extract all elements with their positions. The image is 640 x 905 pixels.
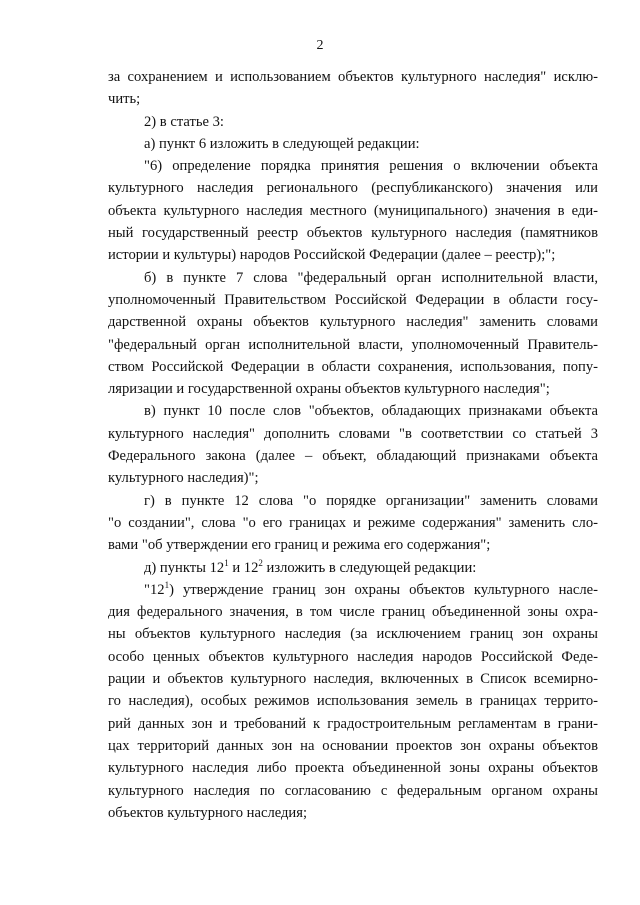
text-line: культурного наследия" дополнить словами "в соответствии со статьей 3: [108, 425, 598, 442]
text-line: уполномоченный Правительством Российской Федерации в области госу-: [108, 291, 598, 308]
text-line: рации и объектов культурного наследия, включенных в Список всемирно-: [108, 671, 598, 688]
text-line: особо ценных объектов культурного наследия народов Российской Феде-: [108, 648, 598, 665]
text-line: истории и культуры) народов Российской Федерации (далее – реестр);";: [108, 247, 556, 264]
text-line: [108, 579, 598, 601]
text-fragment: ) утверждение границ зон охраны объектов культурного насле-: [169, 581, 598, 598]
text-fragment: и 12: [228, 559, 259, 576]
superscript: 1: [164, 579, 170, 590]
text-line: культурного наследия)";: [108, 470, 259, 487]
text-line: дия федерального значения, в том числе границ объединенной зоны охра-: [108, 604, 598, 621]
text-line: "6) определение порядка принятия решения о включении объекта: [144, 158, 598, 175]
text-line: "о создании", слова "о его границах и режиме содержания" заменить сло-: [108, 514, 598, 531]
text-line: объекта культурного наследия местного (муниципального) значения в еди-: [108, 202, 598, 219]
text-line: го наследия), особых режимов использования земель в границах террито-: [108, 693, 598, 710]
text-line: а) пункт 6 изложить в следующей редакции:: [144, 135, 420, 152]
text-fragment: д) пункты 12: [144, 559, 225, 576]
text-line: дарственной охраны объектов культурного наследия" заменить словами: [108, 314, 598, 331]
text-line: Федерального закона (далее – объект, обладающий признаками объекта: [108, 448, 598, 465]
text-line: чить;: [108, 91, 141, 108]
text-line: рий данных зон и требований к градостроительным регламентам в грани-: [108, 715, 598, 732]
text-line: [108, 557, 598, 579]
text-line: цах территорий данных зон на основании проектов зон охраны объектов: [108, 737, 598, 754]
text-line: ством Российской Федерации в области сохранения, использования, попу-: [108, 358, 598, 375]
text-line: ляризации и государственной охраны объектов культурного наследия";: [108, 381, 550, 398]
superscript: 1: [224, 557, 229, 568]
superscript: 2: [258, 557, 263, 568]
text-line: "федеральный орган исполнительной власти, уполномоченный Правитель-: [108, 336, 598, 353]
text-line: вами "об утверждении его границ и режима его содержания";: [108, 537, 491, 554]
text-line: объектов культурного наследия;: [108, 804, 308, 821]
document-body: [108, 66, 598, 824]
page-number: 2: [316, 38, 324, 53]
text-line: культурного наследия по согласованию с федеральным органом охраны: [108, 782, 598, 799]
text-fragment: "12: [144, 581, 165, 598]
text-line: ны объектов культурного наследия (за исключением границ зон охраны: [108, 626, 598, 643]
text-line: б) в пункте 7 слова "федеральный орган исполнительной власти,: [144, 269, 598, 286]
text-fragment: изложить в следующей редакции:: [262, 559, 477, 576]
text-line: г) в пункте 12 слова "о порядке организации" заменить словами: [144, 492, 598, 509]
text-line: культурного наследия регионального (республиканского) значения или: [108, 180, 598, 197]
text-line: ный государственный реестр объектов культурного наследия (памятников: [108, 225, 598, 242]
text-line: в) пункт 10 после слов "объектов, обладающих признаками объекта: [144, 403, 598, 420]
text-line: за сохранением и использованием объектов культурного наследия" исклю-: [108, 69, 598, 85]
text-line: 2) в статье 3:: [144, 113, 224, 130]
text-line: культурного наследия либо проекта объединенной зоны охраны объектов: [108, 760, 598, 777]
